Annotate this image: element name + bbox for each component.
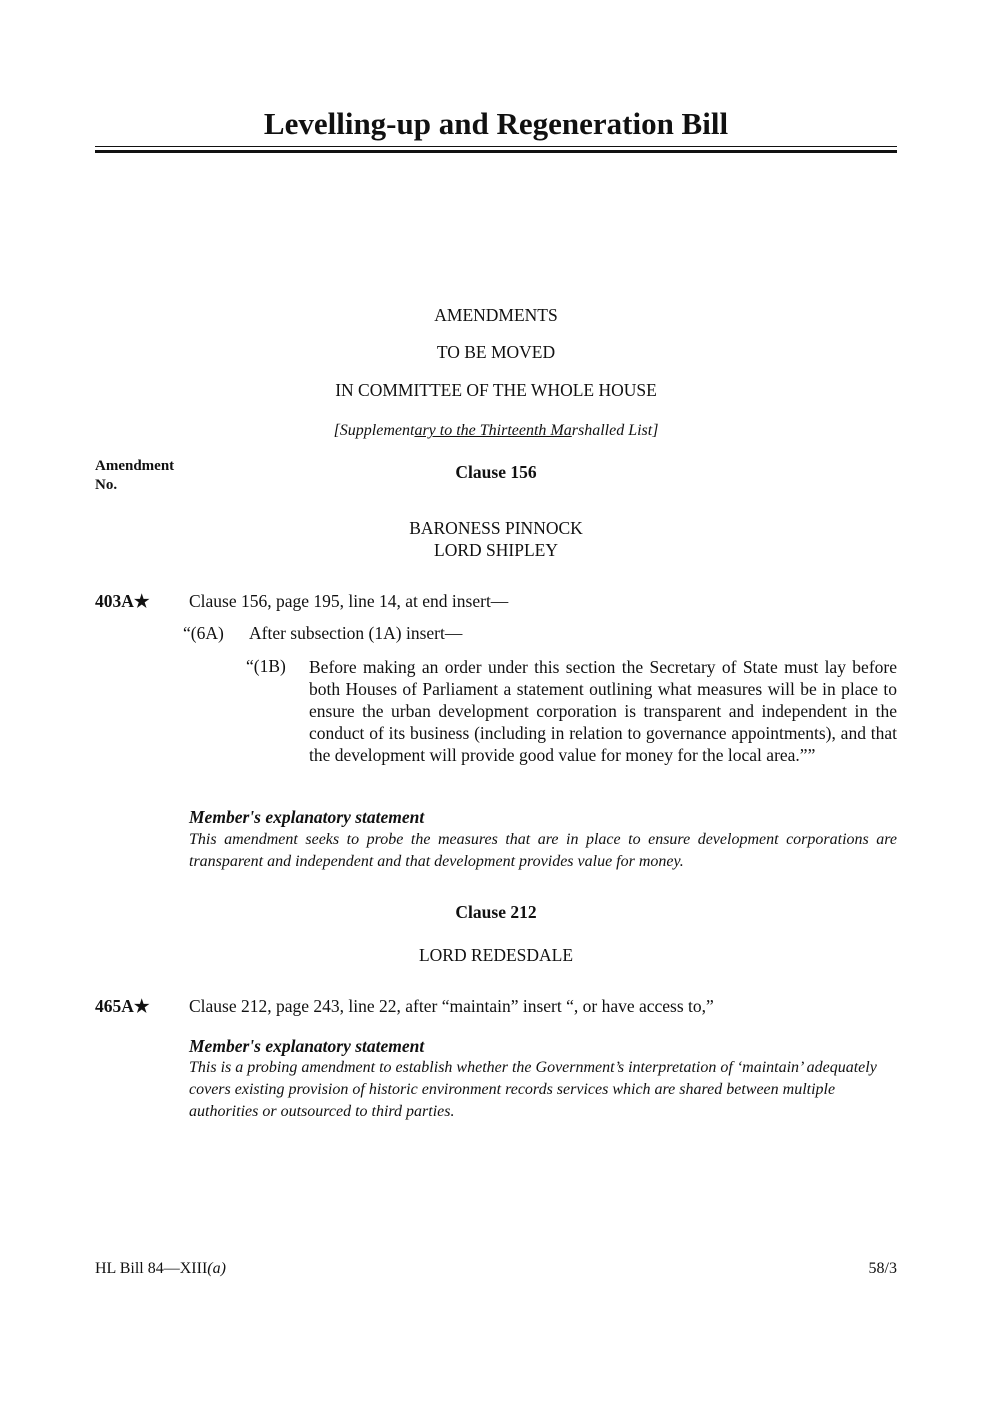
footer-bill-ref <box>95 1260 226 1278</box>
heading-committee: IN COMMITTEE OF THE WHOLE HOUSE <box>335 380 657 400</box>
footer-bill-number: HL Bill 84—XIII <box>95 1260 208 1277</box>
footer-bill-suffix: (a) <box>207 1260 226 1277</box>
supplementary-pre: [Supplement <box>333 422 415 439</box>
clause-heading: Clause 212 <box>455 902 537 922</box>
title-rule-thin <box>95 146 897 147</box>
member-name: LORD SHIPLEY <box>434 540 558 560</box>
explanatory-statement: This amendment seeks to probe the measures that are in place to ensure development corporations are transparent and independent and that development provides value for money. <box>189 831 897 870</box>
supplementary-underlined: ary to the Thirteenth Ma <box>414 422 572 439</box>
statement-heading: Member's explanatory statement <box>189 1036 425 1056</box>
amendment-number: 403A★ <box>95 591 150 611</box>
subsection-text: Before making an order under this section the Secretary of State must lay before both Houses of Parliament a statement outlining what measures will be in place to ensure the urban development corporation is transparent and independent in the conduct of its business (including in relation to governance appointments), and that the development will provide good value for money for the local area.”” <box>309 657 897 765</box>
subsection-text: After subsection (1A) insert— <box>249 623 463 643</box>
member-names <box>95 517 897 561</box>
explanatory-statement: This is a probing amendment to establish whether the Government’s interpretation of ‘maintain’ adequately covers existing provision of historic environment records services which are shared between multiple authorities or outsourced to third parties. <box>189 1059 877 1120</box>
statement-heading: Member's explanatory statement <box>189 807 425 827</box>
supplementary-post: rshalled List] <box>571 422 659 439</box>
title-rule-thick <box>95 150 897 153</box>
subsection-label: “(1B) <box>246 656 286 676</box>
bill-title: Levelling-up and Regeneration Bill <box>263 106 729 141</box>
supplementary-note <box>95 422 897 440</box>
amendment-label-line1: Amendment <box>95 458 175 474</box>
amendment-text: Clause 212, page 243, line 22, after “maintain” insert “, or have access to,” <box>189 996 714 1016</box>
member-name: LORD REDESDALE <box>418 945 574 965</box>
footer-page-ref: 58/3 <box>868 1260 897 1277</box>
clause-heading: Clause 156 <box>455 462 537 482</box>
heading-amendments: AMENDMENTS <box>434 305 558 325</box>
subsection-label: “(6A) <box>183 623 224 643</box>
amendment-label-line2: No. <box>95 477 118 493</box>
heading-to-be-moved: TO BE MOVED <box>436 342 556 362</box>
member-name: BARONESS PINNOCK <box>409 518 583 538</box>
amendment-text: Clause 156, page 195, line 14, at end insert— <box>189 591 509 611</box>
amendment-number: 465A★ <box>95 996 150 1016</box>
